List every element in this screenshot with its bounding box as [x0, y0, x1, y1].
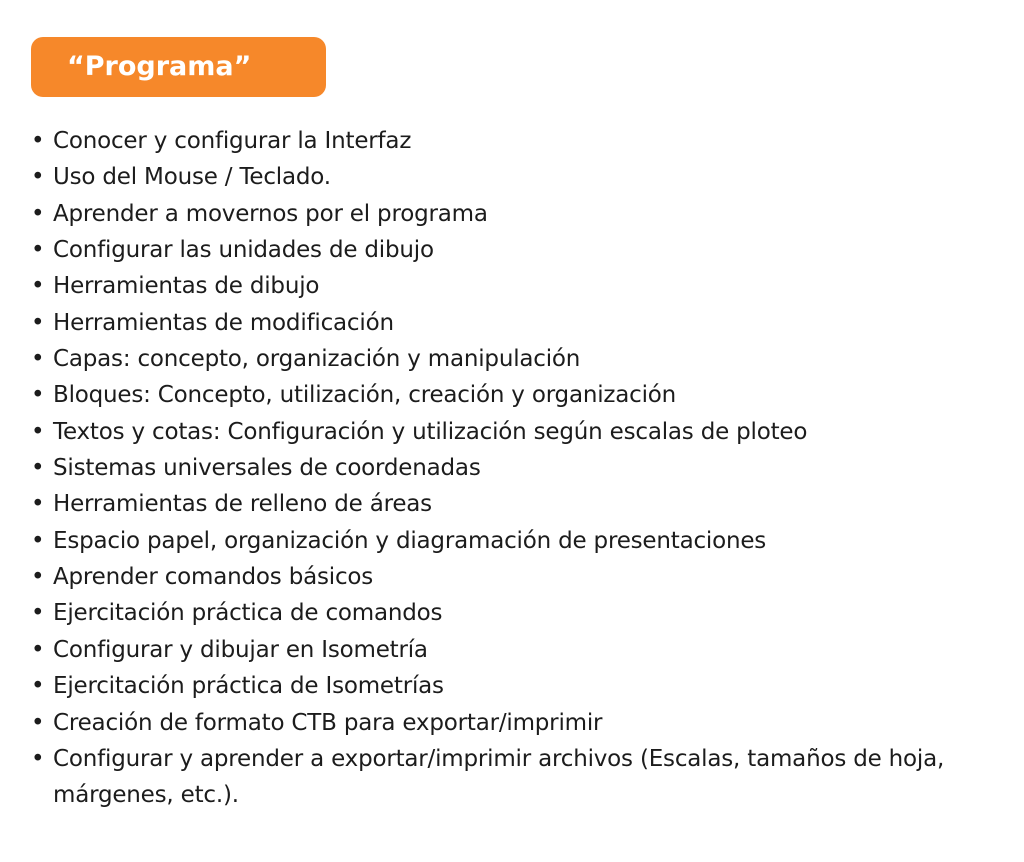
syllabus-item-text: Ejercitación práctica de Isometrías: [53, 673, 444, 700]
syllabus-item-text: Aprender comandos básicos: [53, 564, 374, 591]
syllabus-item: [30, 232, 990, 268]
bullet-icon: •: [31, 673, 45, 700]
syllabus-item: [30, 705, 990, 741]
bullet-icon: •: [31, 636, 45, 663]
section-title: “Programa”: [67, 51, 252, 82]
bullet-icon: •: [31, 346, 45, 373]
syllabus-item: [30, 595, 990, 631]
syllabus-item-text: Capas: concepto, organización y manipulación: [53, 346, 581, 373]
bullet-icon: •: [31, 527, 45, 554]
bullet-icon: •: [31, 382, 45, 409]
bullet-icon: •: [31, 237, 45, 264]
syllabus-item: [30, 123, 990, 159]
syllabus-item: [30, 523, 990, 559]
bullet-icon: •: [31, 128, 45, 154]
syllabus-item-text: Textos y cotas: Configuración y utilización según escalas de ploteo: [53, 418, 808, 445]
syllabus-item: [30, 632, 990, 668]
syllabus-item-text: Uso del Mouse / Teclado.: [53, 164, 331, 191]
syllabus-item: [30, 377, 990, 413]
syllabus-item-text: Ejercitación práctica de comandos: [53, 600, 443, 627]
syllabus-list: [30, 123, 990, 814]
syllabus-item: [30, 741, 990, 814]
syllabus-item-text: Herramientas de relleno de áreas: [53, 491, 432, 518]
syllabus-item-text: Herramientas de dibujo: [53, 273, 320, 300]
bullet-icon: •: [31, 164, 45, 191]
syllabus-item: [30, 196, 990, 232]
syllabus-item: [30, 159, 990, 195]
bullet-icon: •: [31, 418, 45, 445]
syllabus-item-text: Aprender a movernos por el programa: [53, 200, 488, 227]
bullet-icon: •: [31, 273, 45, 300]
syllabus-item-text: Creación de formato CTB para exportar/imprimir: [53, 709, 603, 736]
bullet-icon: •: [31, 455, 45, 482]
syllabus-item: [30, 450, 990, 486]
syllabus-item-text: Bloques: Concepto, utilización, creación y organización: [53, 382, 677, 409]
syllabus-item: [30, 486, 990, 522]
bullet-icon: •: [31, 709, 45, 736]
bullet-icon: •: [31, 491, 45, 518]
syllabus-item: [30, 341, 990, 377]
syllabus-item-text: Configurar las unidades de dibujo: [53, 237, 434, 264]
syllabus-item: [30, 268, 990, 304]
syllabus-item-text: Conocer y configurar la Interfaz: [53, 128, 412, 154]
syllabus-item: [30, 559, 990, 595]
syllabus-item: [30, 305, 990, 341]
bullet-icon: •: [31, 309, 45, 336]
syllabus-item-text: Configurar y aprender a exportar/imprimir archivos (Escalas, tamaños de hoja, márgenes, etc.).: [53, 745, 945, 809]
bullet-icon: •: [31, 745, 45, 772]
bullet-icon: •: [31, 200, 45, 227]
syllabus-item: [30, 668, 990, 704]
bullet-icon: •: [31, 600, 45, 627]
section-title-badge: [31, 37, 326, 97]
syllabus-item-text: Sistemas universales de coordenadas: [53, 455, 481, 482]
syllabus-item-text: Configurar y dibujar en Isometría: [53, 636, 428, 663]
syllabus-item: [30, 414, 990, 450]
syllabus-item-text: Herramientas de modificación: [53, 309, 394, 336]
bullet-icon: •: [31, 564, 45, 591]
syllabus-item-text: Espacio papel, organización y diagramación de presentaciones: [53, 527, 767, 554]
